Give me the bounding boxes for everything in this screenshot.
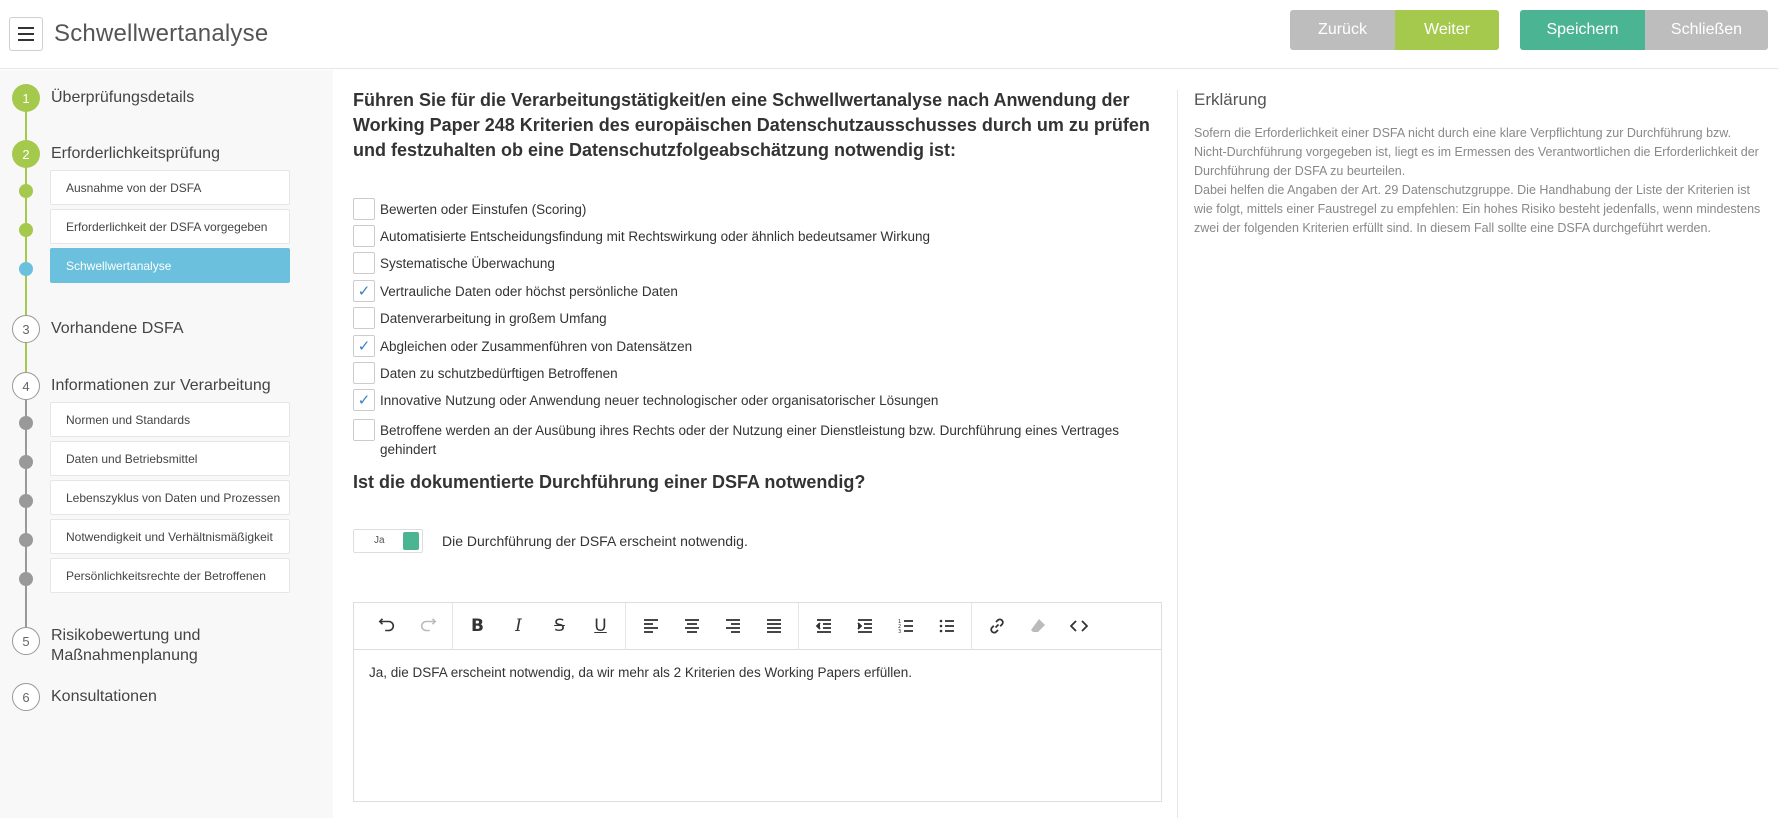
explanation-panel [1177, 90, 1778, 818]
checkbox[interactable] [353, 307, 375, 329]
substep-erforderlichkeit[interactable]: Erforderlichkeit der DSFA vorgegeben [50, 209, 290, 244]
substep-dot [19, 184, 33, 198]
criterion-item[interactable] [353, 307, 1163, 329]
criterion-item[interactable] [353, 198, 1163, 220]
explanation-title: Erklärung [1194, 90, 1267, 109]
align-center-icon[interactable] [671, 608, 712, 644]
svg-text:2: 2 [897, 624, 901, 630]
criterion-item[interactable] [353, 419, 1163, 459]
step-label: Vorhandene DSFA [51, 320, 184, 337]
criterion-label: Betroffene werden an der Ausübung ihres Rechts oder der Nutzung einer Dienstleistung bzw. Durchführung eines Vertrages gehindert [380, 423, 1119, 457]
eraser-icon[interactable] [1017, 608, 1058, 644]
criterion-label: Bewerten oder Einstufen (Scoring) [380, 202, 587, 217]
menu-icon-line [18, 39, 34, 41]
step-6[interactable] [12, 683, 157, 711]
app-header [0, 0, 1778, 69]
close-button[interactable]: Schließen [1645, 10, 1768, 50]
strikethrough-icon[interactable]: S [554, 616, 565, 636]
toggle-caption: Die Durchführung der DSFA erscheint notwendig. [442, 533, 748, 549]
align-right-icon[interactable] [712, 608, 753, 644]
substep-dot [19, 494, 33, 508]
step-3[interactable] [12, 315, 184, 343]
svg-text:3: 3 [897, 629, 901, 635]
criterion-label: Automatisierte Entscheidungsfindung mit Rechtswirkung oder ähnlich bedeutsamer Wirkung [380, 229, 931, 244]
substep-daten[interactable]: Daten und Betriebsmittel [50, 441, 290, 476]
italic-icon[interactable]: I [515, 616, 522, 636]
ordered-list-icon[interactable] [885, 608, 926, 644]
toggle-knob [403, 532, 419, 550]
align-justify-icon[interactable] [753, 608, 794, 644]
step-number: 6 [12, 683, 40, 711]
rich-text-editor [353, 602, 1162, 802]
necessity-toggle[interactable] [353, 529, 423, 553]
checkbox-checked[interactable] [353, 335, 375, 357]
step-label: Informationen zur Verarbeitung [51, 377, 271, 394]
checkbox[interactable] [353, 225, 375, 247]
substep-ausnahme[interactable]: Ausnahme von der DSFA [50, 170, 290, 205]
next-button[interactable]: Weiter [1395, 10, 1499, 50]
criterion-label: Vertrauliche Daten oder höchst persönliche Daten [380, 284, 678, 299]
indent-icon[interactable] [844, 608, 885, 644]
save-button[interactable]: Speichern [1520, 10, 1645, 50]
step-number: 4 [12, 372, 40, 400]
step-sidebar [0, 70, 333, 818]
substep-dot [19, 572, 33, 586]
undo-icon[interactable] [366, 608, 407, 644]
editor-toolbar [354, 603, 1161, 650]
substep-persoenlichkeitsrechte[interactable]: Persönlichkeitsrechte der Betroffenen [50, 558, 290, 593]
redo-icon[interactable] [407, 608, 448, 644]
step-number: 2 [12, 140, 40, 168]
checkmark-icon: ✓ [357, 283, 371, 300]
step-1[interactable] [12, 84, 194, 112]
menu-icon-line [18, 33, 34, 35]
align-left-icon[interactable] [630, 608, 671, 644]
step-number: 1 [12, 84, 40, 112]
unordered-list-icon[interactable] [926, 608, 967, 644]
substep-dot [19, 455, 33, 469]
underline-icon[interactable]: U [594, 616, 607, 636]
criterion-label: Innovative Nutzung oder Anwendung neuer technologischer oder organisatorischer Lösungen [380, 393, 939, 408]
svg-text:1: 1 [897, 619, 901, 625]
checkbox[interactable] [353, 198, 375, 220]
checkbox[interactable] [353, 419, 375, 441]
step-label: Konsultationen [51, 688, 157, 705]
checkbox-checked[interactable] [353, 389, 375, 411]
toggle-value: Ja [374, 535, 385, 546]
criterion-item[interactable] [353, 225, 1163, 247]
list-group [799, 603, 972, 650]
step-number: 3 [12, 315, 40, 343]
step-label: Überprüfungsdetails [51, 89, 195, 106]
step-5[interactable] [12, 627, 231, 666]
step-label: Erforderlichkeitsprüfung [51, 145, 220, 162]
substep-dot [19, 223, 33, 237]
criterion-label: Daten zu schutzbedürftigen Betroffenen [380, 366, 618, 381]
editor-content[interactable]: Ja, die DSFA erscheint notwendig, da wir mehr als 2 Kriterien des Working Papers erfüllen. [369, 665, 913, 680]
history-group [362, 603, 453, 650]
back-button[interactable]: Zurück [1290, 10, 1395, 50]
substep-dot-active [19, 262, 33, 276]
question-heading: Ist die dokumentierte Durchführung einer DSFA notwendig? [353, 472, 866, 492]
checkbox-checked[interactable] [353, 280, 375, 302]
code-icon[interactable] [1058, 608, 1099, 644]
checkbox[interactable] [353, 362, 375, 384]
criterion-item[interactable] [353, 389, 1163, 411]
step-label: Risikobewertung und Maßnahmenplanung [51, 627, 201, 664]
substep-notwendigkeit[interactable]: Notwendigkeit und Verhältnismäßigkeit [50, 519, 290, 554]
substep-dot [19, 416, 33, 430]
criterion-item[interactable] [353, 335, 1163, 357]
step-2[interactable] [12, 140, 220, 168]
criterion-item[interactable] [353, 362, 1163, 384]
bold-icon[interactable]: B [471, 616, 484, 636]
criterion-item[interactable] [353, 252, 1163, 274]
link-icon[interactable] [976, 608, 1017, 644]
hamburger-menu-button[interactable] [9, 17, 43, 51]
menu-icon [18, 27, 34, 29]
format-group [453, 603, 626, 650]
substep-dot [19, 533, 33, 547]
checkbox[interactable] [353, 252, 375, 274]
outdent-icon[interactable] [803, 608, 844, 644]
misc-group [972, 603, 1103, 650]
substep-normen[interactable]: Normen und Standards [50, 402, 290, 437]
step-number: 5 [12, 627, 40, 655]
criterion-label: Abgleichen oder Zusammenführen von Datensätzen [380, 339, 693, 354]
substep-lebenszyklus[interactable]: Lebenszyklus von Daten und Prozessen [50, 480, 290, 515]
align-group [626, 603, 799, 650]
criterion-item[interactable] [353, 280, 1163, 302]
substep-schwellwertanalyse[interactable]: Schwellwertanalyse [50, 248, 290, 283]
criterion-label: Systematische Überwachung [380, 256, 555, 271]
checkmark-icon: ✓ [357, 392, 371, 409]
step-4[interactable] [12, 372, 271, 400]
main-heading: Führen Sie für die Verarbeitungstätigkeit/en eine Schwellwertanalyse nach Anwendung der Working Paper 248 Kriterien des europäischen Datenschutzausschusses durch um zu prüfen und festzuhalten ob eine Datenschutzfolgeabschätzung notwendig ist: [353, 90, 1150, 160]
page-title: Schwellwertanalyse [54, 20, 269, 47]
criterion-label: Datenverarbeitung in großem Umfang [380, 311, 607, 326]
explanation-text: Sofern die Erforderlichkeit einer DSFA nicht durch eine klare Verpflichtung zur Durchführung bzw. Nicht-Durchführung vorgegeben ist, liegt es im Ermessen des Verantwortlichen die Erforderlichkeit der Durchführung der DSFA zu beurteilen. Dabei helfen die Angaben der Art. 29 Datenschutzgruppe. Die Handhabung der Liste der Kriterien ist wie folgt, mittels einer Faustregel zu empfehlen: Ein hohes Risiko besteht jedenfalls, wenn mindestens zwei der folgenden Kriterien erfüllt sind. In diesem Fall sollte eine DSFA durchgeführt werden. [1194, 126, 1761, 235]
checkmark-icon: ✓ [357, 338, 371, 355]
